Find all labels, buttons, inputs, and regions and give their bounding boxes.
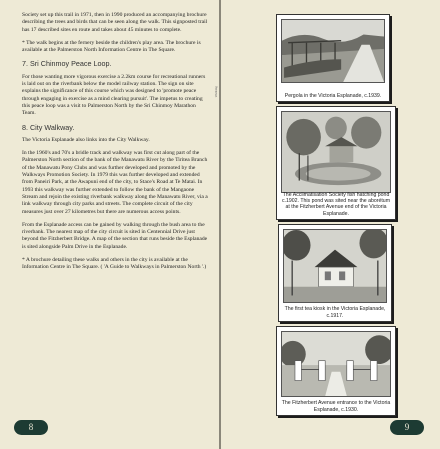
right-page	[221, 0, 440, 449]
left-page-text	[22, 12, 208, 278]
paragraph: For those wanting more vigorous exercise a 2.2km course for recreational runners is laid out on the riverbank below the model railway station. The sign on site explains the significance of this course which was designed to 'promote peace through engaging in exercise as a mind clearing pursuit'. The impetus to creating this peace loop was a visit to Palmerston North by the Sri Chinmoy Marathon Team.	[22, 73, 206, 117]
photo-tea-kiosk-caption: The first tea kiosk in the Victoria Esplanade, c.1917.	[284, 306, 386, 319]
photo-fish-pond	[276, 106, 396, 220]
page-number-right: 9	[390, 420, 424, 435]
photo-pergola	[276, 14, 390, 102]
photo-tea-kiosk-image	[283, 229, 387, 303]
section-heading-city-walkway: 8. City Walkway.	[22, 122, 75, 132]
paragraph: The Victoria Esplanade also links into the City Walkway.	[22, 136, 150, 143]
page-number-left: 8	[14, 420, 48, 435]
photo-tea-kiosk	[278, 224, 392, 322]
photo-fitzherbert-entrance-image	[281, 331, 391, 397]
paragraph: From the Esplanade access can be gained by walking through the bush area to the riverbank. The nearest map of the city circuit is sited in Centennial Drive just beyond the Fitzherbert Bridge. A map of the section that runs beside the Esplanade is sited alongside Palm Drive in the Esplanade.	[22, 221, 208, 250]
photo-fish-pond-caption: The Acclimatisation Society fish hatching pond c.1902. This pond was sited near the aborétum at the Fitzherbert Avenue end of the Victoria Esplanade.	[281, 191, 391, 217]
section-heading-sri-chinmoy: 7. Sri Chinmoy Peace Loop.	[22, 59, 112, 69]
photo-fitzherbert-entrance-caption: The Fitzherbert Avenue entrance to the Victoria Esplanade, c.1930.	[281, 400, 391, 413]
paragraph: * The walk begins at the fernery beside the children's play area. The brochure is available at the Palmerston North Information Centre in The Square.	[22, 39, 201, 54]
paragraph: Society set up this trail in 1971, then in 1990 produced an accompanying brochure describing the trees and birds that can be seen along the walk. This signposted trail has 17 described sites en route and takes about 45 minutes to complete.	[22, 12, 208, 33]
photo-fish-pond-image	[281, 111, 391, 193]
left-page	[0, 0, 219, 449]
photo-pergola-image	[281, 19, 385, 83]
photo-fitzherbert-entrance	[276, 326, 396, 416]
paragraph: In the 1960's and 70's a bridle track and walkway was first cut along part of the Palmerston North section of the bank of the Manawatu River by the Tiritea Branch of the Manawatu Pony Clubs and was further developed and promoted by the Walkways Promotion Society. In 1979 this was further developed and extended from Paneiri Park, at the Awapuni end of the city, to Stace's Road at Te Matai. In 1993 this walkway was further extended to follow the bank of the Mangaone Stream and rejoin the existing riverbank walkway along the Manawatu River, via a link walkway through city parks and streets. The complete circuit of the city measures just over 27 kilometres but there are numerous access points.	[22, 150, 208, 215]
spine-note: Walking	[214, 86, 218, 98]
photo-pergola-caption: Pergola in the Victoria Esplanade, c.1939.	[284, 92, 382, 99]
paragraph: * A brochure detailing these walks and others in the city is available at the Information Centre in The Square. ( 'A Guide to Walkways in Palmerston North '.)	[22, 257, 207, 271]
